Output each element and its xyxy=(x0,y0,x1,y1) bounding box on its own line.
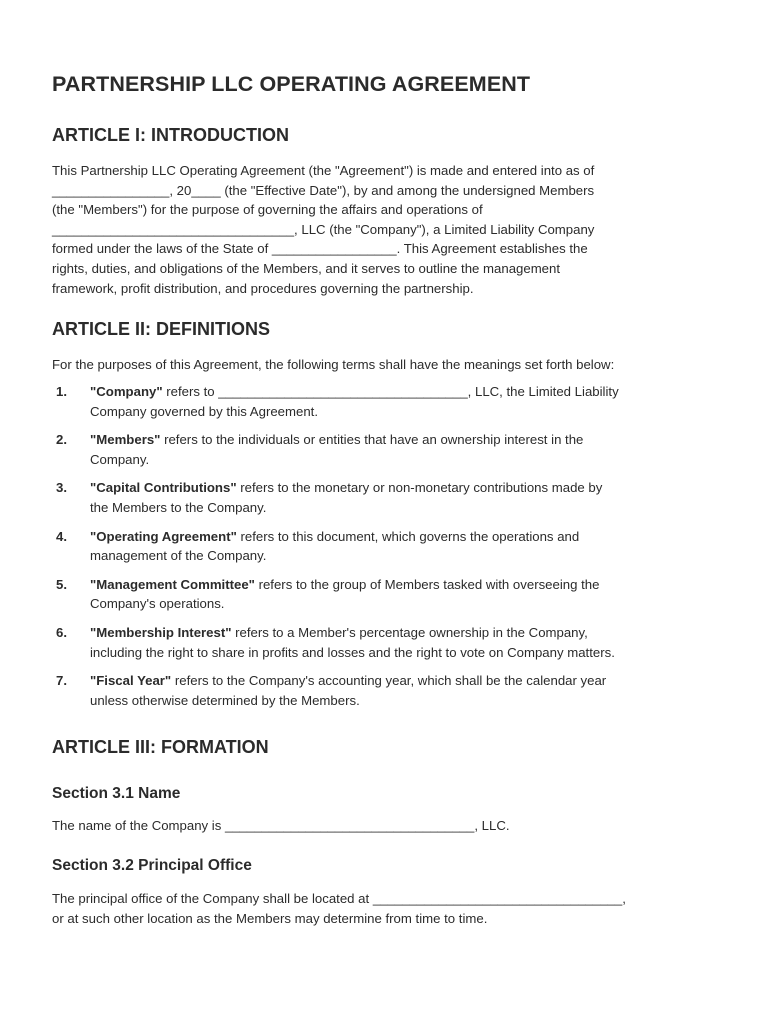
document-title: PARTNERSHIP LLC OPERATING AGREEMENT xyxy=(52,72,531,96)
definition-number: 5. xyxy=(56,576,67,592)
definitions-intro xyxy=(52,355,722,375)
article-1-line: _________________________________, LLC (the "Company"), a Limited Liability Company xyxy=(52,221,595,237)
definition-item xyxy=(52,623,722,662)
article-1-line: formed under the laws of the State of _________________. This Agreement establishes the xyxy=(52,241,588,257)
definition-number: 3. xyxy=(56,480,67,496)
definition-term: "Membership Interest" xyxy=(90,624,232,640)
definition-number: 1. xyxy=(56,384,67,399)
definition-term: "Fiscal Year" xyxy=(90,673,172,689)
article-1-line: (the "Members") for the purpose of governing the affairs and operations of xyxy=(52,202,483,218)
definition-number: 4. xyxy=(56,528,67,544)
definition-term: "Capital Contributions" xyxy=(90,480,237,496)
definition-item xyxy=(52,382,722,421)
definition-text: Company's operations. xyxy=(90,596,225,612)
section-3-2-line: or at such other location as the Members may determine from time to time. xyxy=(52,910,488,926)
definition-item xyxy=(52,575,722,614)
definition-item xyxy=(52,527,722,566)
article-1-line: rights, duties, and obligations of the Members, and it serves to outline the management xyxy=(52,260,561,276)
definition-text: refers to this document, which governs the operations and xyxy=(236,528,580,544)
definition-term: "Company" xyxy=(90,384,163,399)
definition-text: the Members to the Company. xyxy=(90,499,267,515)
article-1-line: This Partnership LLC Operating Agreement (the "Agreement") is made and entered into as of xyxy=(52,163,595,178)
definition-text: refers to the group of Members tasked with overseeing the xyxy=(254,576,600,592)
definition-item xyxy=(52,478,722,517)
section-3-2-heading: Section 3.2 Principal Office xyxy=(52,857,252,874)
definition-text: Company. xyxy=(90,451,150,467)
definition-text: including the right to share in profits and losses and the right to vote on Company matters. xyxy=(90,644,615,660)
definition-text: refers to __________________________________, LLC, the Limited Liability xyxy=(162,384,619,399)
definition-number: 6. xyxy=(56,624,67,640)
definitions-list xyxy=(52,382,722,719)
section-3-2-line: The principal office of the Company shall be located at __________________________________, xyxy=(52,891,626,906)
article-1-line: framework, profit distribution, and procedures governing the partnership. xyxy=(52,280,474,296)
definition-term: "Operating Agreement" xyxy=(90,528,237,544)
definition-text: Company governed by this Agreement. xyxy=(90,403,318,419)
section-3-2-paragraph xyxy=(52,889,722,928)
definition-number: 7. xyxy=(56,673,67,689)
definition-item xyxy=(52,671,722,710)
article-3-heading: ARTICLE III: FORMATION xyxy=(52,737,269,757)
section-3-1-line: The name of the Company is __________________________________, LLC. xyxy=(52,818,510,833)
definition-text: refers to the individuals or entities that have an ownership interest in the xyxy=(160,432,584,448)
definition-text: management of the Company. xyxy=(90,548,267,564)
definition-term: "Members" xyxy=(90,432,161,448)
definition-text: refers to the monetary or non-monetary contributions made by xyxy=(236,480,603,496)
article-1-paragraph xyxy=(52,161,722,298)
definition-term: "Management Committee" xyxy=(90,576,255,592)
definitions-intro-line: For the purposes of this Agreement, the following terms shall have the meanings set forth below: xyxy=(52,357,615,372)
article-1-heading: ARTICLE I: INTRODUCTION xyxy=(52,125,289,145)
definition-text: refers to a Member's percentage ownership in the Company, xyxy=(231,624,588,640)
definition-text: unless otherwise determined by the Members. xyxy=(90,692,360,708)
section-3-1-paragraph xyxy=(52,816,722,836)
definition-text: refers to the Company's accounting year, which shall be the calendar year xyxy=(171,673,607,689)
article-2-heading: ARTICLE II: DEFINITIONS xyxy=(52,319,270,339)
definition-number: 2. xyxy=(56,432,67,448)
article-1-line: ________________, 20____ (the "Effective Date"), by and among the undersigned Members xyxy=(52,182,595,198)
definition-item xyxy=(52,430,722,469)
section-3-1-heading: Section 3.1 Name xyxy=(52,785,181,802)
